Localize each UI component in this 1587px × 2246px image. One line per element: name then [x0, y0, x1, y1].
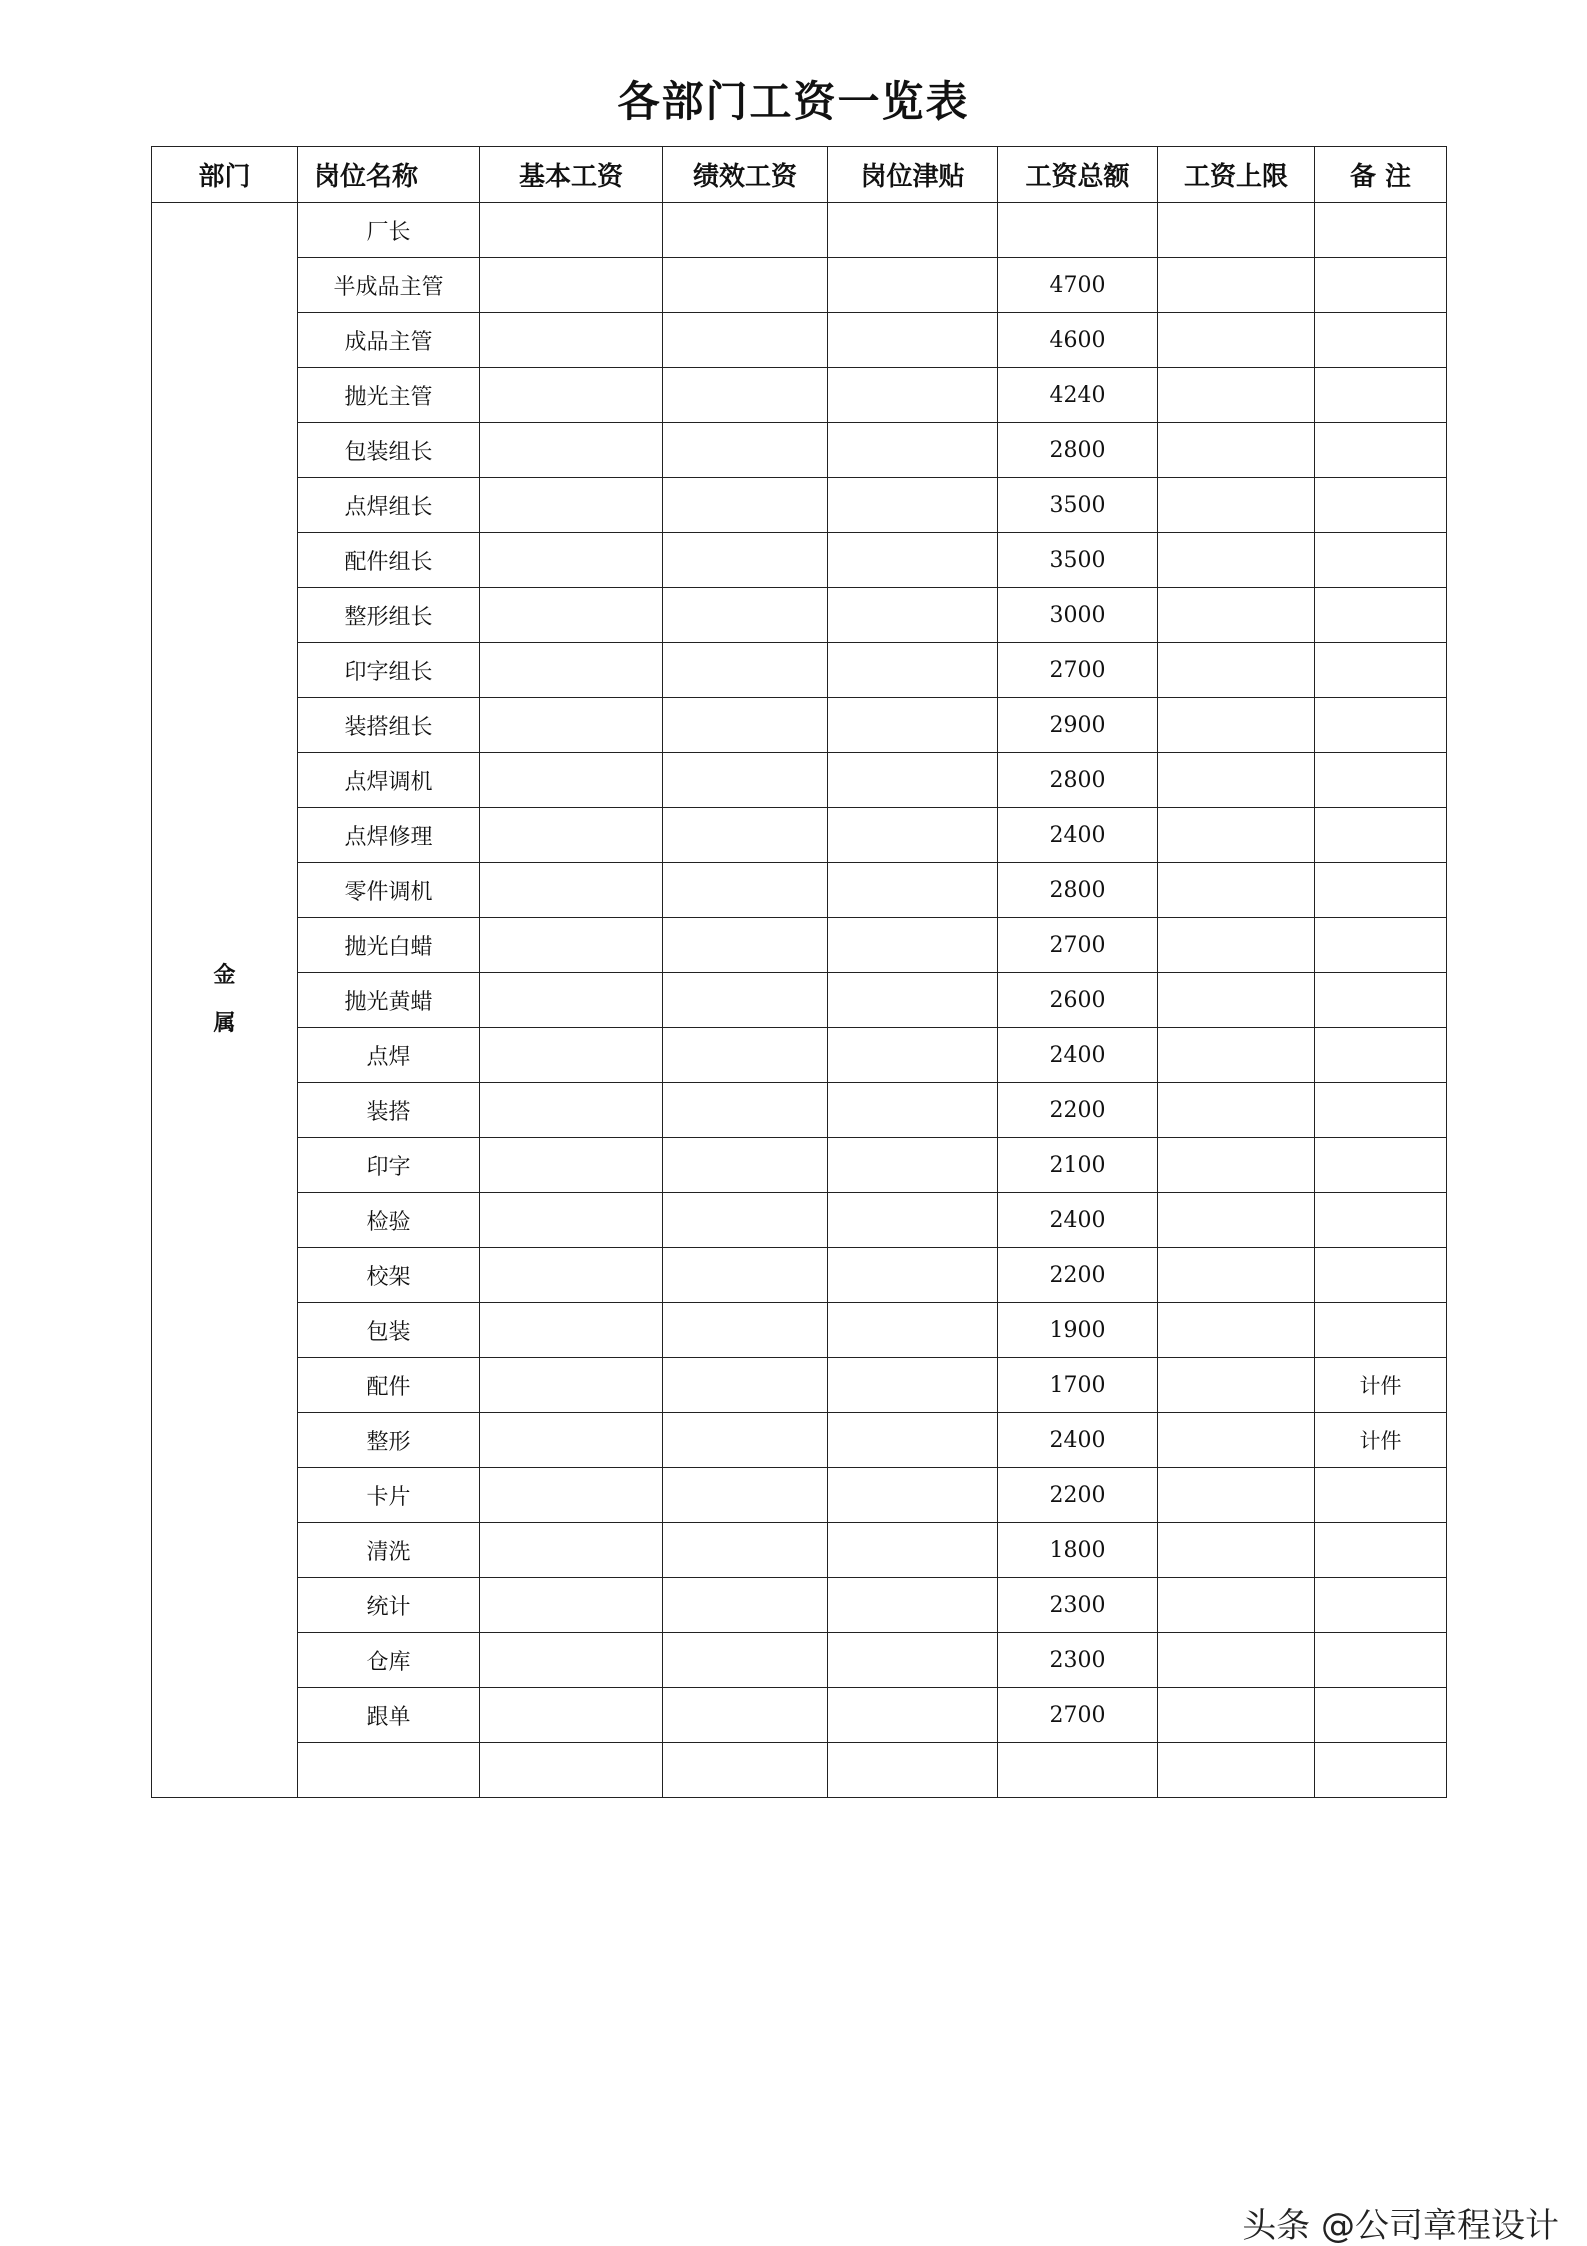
- remarks-cell: [1315, 1083, 1447, 1138]
- position-allowance-cell: [828, 313, 998, 368]
- table-row: [152, 1193, 1447, 1248]
- salary-cap-cell: [1158, 313, 1315, 368]
- total-salary-cell: 4240: [998, 368, 1158, 423]
- remarks-cell: [1315, 1688, 1447, 1743]
- table-row: [152, 478, 1447, 533]
- header-department: 部门: [152, 147, 298, 203]
- performance-pay-cell: [663, 1248, 828, 1303]
- salary-cap-cell: [1158, 1193, 1315, 1248]
- remarks-cell: [1315, 753, 1447, 808]
- position-allowance-cell: [828, 1468, 998, 1523]
- position-allowance-cell: [828, 368, 998, 423]
- position-name-cell: 成品主管: [298, 313, 480, 368]
- salary-cap-cell: [1158, 533, 1315, 588]
- position-name-cell: 包装组长: [298, 423, 480, 478]
- remarks-cell: [1315, 588, 1447, 643]
- performance-pay-cell: [663, 1578, 828, 1633]
- position-name-cell: 清洗: [298, 1523, 480, 1578]
- salary-cap-cell: [1158, 423, 1315, 478]
- position-allowance-cell: [828, 1578, 998, 1633]
- salary-cap-cell: [1158, 203, 1315, 258]
- salary-cap-cell: [1158, 1358, 1315, 1413]
- base-salary-cell: [480, 808, 663, 863]
- table-row: [152, 698, 1447, 753]
- total-salary-cell: 3500: [998, 533, 1158, 588]
- position-name-cell: 点焊组长: [298, 478, 480, 533]
- performance-pay-cell: [663, 1138, 828, 1193]
- total-salary-cell: 2100: [998, 1138, 1158, 1193]
- remarks-cell: [1315, 203, 1447, 258]
- performance-pay-cell: [663, 1468, 828, 1523]
- base-salary-cell: [480, 533, 663, 588]
- total-salary-cell: [998, 1743, 1158, 1798]
- position-name-cell: 卡片: [298, 1468, 480, 1523]
- performance-pay-cell: [663, 478, 828, 533]
- salary-cap-cell: [1158, 1083, 1315, 1138]
- performance-pay-cell: [663, 918, 828, 973]
- base-salary-cell: [480, 1138, 663, 1193]
- table-row: [152, 863, 1447, 918]
- remarks-cell: [1315, 698, 1447, 753]
- table-row: [152, 258, 1447, 313]
- position-allowance-cell: [828, 1413, 998, 1468]
- base-salary-cell: [480, 423, 663, 478]
- table-row: [152, 1303, 1447, 1358]
- table-row: [152, 368, 1447, 423]
- table-row: [152, 1468, 1447, 1523]
- department-name-line: 属: [213, 1011, 236, 1036]
- position-allowance-cell: [828, 753, 998, 808]
- base-salary-cell: [480, 1688, 663, 1743]
- base-salary-cell: [480, 258, 663, 313]
- salary-cap-cell: [1158, 643, 1315, 698]
- salary-cap-cell: [1158, 1743, 1315, 1798]
- table-header-row: [152, 147, 1447, 203]
- position-name-cell: 跟单: [298, 1688, 480, 1743]
- salary-cap-cell: [1158, 1028, 1315, 1083]
- position-allowance-cell: [828, 1138, 998, 1193]
- position-allowance-cell: [828, 258, 998, 313]
- position-allowance-cell: [828, 1248, 998, 1303]
- performance-pay-cell: [663, 533, 828, 588]
- total-salary-cell: 2700: [998, 918, 1158, 973]
- table-row: [152, 1083, 1447, 1138]
- total-salary-cell: 1900: [998, 1303, 1158, 1358]
- position-allowance-cell: [828, 1523, 998, 1578]
- total-salary-cell: 4600: [998, 313, 1158, 368]
- salary-cap-cell: [1158, 1523, 1315, 1578]
- remarks-cell: [1315, 478, 1447, 533]
- salary-cap-cell: [1158, 863, 1315, 918]
- performance-pay-cell: [663, 643, 828, 698]
- base-salary-cell: [480, 1303, 663, 1358]
- position-name-cell: 配件: [298, 1358, 480, 1413]
- salary-cap-cell: [1158, 698, 1315, 753]
- table-row: [152, 1523, 1447, 1578]
- table-row: [152, 1688, 1447, 1743]
- position-name-cell: 包装: [298, 1303, 480, 1358]
- base-salary-cell: [480, 1358, 663, 1413]
- salary-cap-cell: [1158, 973, 1315, 1028]
- total-salary-cell: 2700: [998, 643, 1158, 698]
- performance-pay-cell: [663, 258, 828, 313]
- header-salary-cap: 工资上限: [1158, 147, 1315, 203]
- base-salary-cell: [480, 313, 663, 368]
- performance-pay-cell: [663, 973, 828, 1028]
- performance-pay-cell: [663, 1688, 828, 1743]
- position-allowance-cell: [828, 203, 998, 258]
- remarks-cell: [1315, 1248, 1447, 1303]
- position-name-cell: 厂长: [298, 203, 480, 258]
- remarks-cell: [1315, 1028, 1447, 1083]
- salary-cap-cell: [1158, 753, 1315, 808]
- remarks-cell: [1315, 1468, 1447, 1523]
- position-allowance-cell: [828, 1083, 998, 1138]
- department-name-line: 金: [213, 963, 236, 988]
- total-salary-cell: 2700: [998, 1688, 1158, 1743]
- total-salary-cell: [998, 203, 1158, 258]
- base-salary-cell: [480, 1413, 663, 1468]
- total-salary-cell: 2800: [998, 423, 1158, 478]
- position-name-cell: 印字组长: [298, 643, 480, 698]
- base-salary-cell: [480, 1633, 663, 1688]
- remarks-cell: [1315, 1193, 1447, 1248]
- total-salary-cell: 2900: [998, 698, 1158, 753]
- base-salary-cell: [480, 478, 663, 533]
- table-body: [152, 203, 1447, 1798]
- salary-cap-cell: [1158, 1633, 1315, 1688]
- header-position-allowance: 岗位津贴: [828, 147, 998, 203]
- base-salary-cell: [480, 588, 663, 643]
- position-allowance-cell: [828, 918, 998, 973]
- position-name-cell: 点焊: [298, 1028, 480, 1083]
- position-name-cell: 整形: [298, 1413, 480, 1468]
- table-row: [152, 1358, 1447, 1413]
- position-allowance-cell: [828, 1193, 998, 1248]
- position-allowance-cell: [828, 1028, 998, 1083]
- total-salary-cell: 2400: [998, 1413, 1158, 1468]
- performance-pay-cell: [663, 698, 828, 753]
- remarks-cell: [1315, 258, 1447, 313]
- total-salary-cell: 2200: [998, 1468, 1158, 1523]
- performance-pay-cell: [663, 1413, 828, 1468]
- department-cell: [152, 203, 298, 1798]
- total-salary-cell: 2400: [998, 1028, 1158, 1083]
- position-name-cell: [298, 1743, 480, 1798]
- base-salary-cell: [480, 973, 663, 1028]
- position-name-cell: 零件调机: [298, 863, 480, 918]
- performance-pay-cell: [663, 1523, 828, 1578]
- remarks-cell: 计件: [1315, 1413, 1447, 1468]
- salary-cap-cell: [1158, 1413, 1315, 1468]
- remarks-cell: [1315, 973, 1447, 1028]
- total-salary-cell: 2300: [998, 1578, 1158, 1633]
- position-allowance-cell: [828, 1358, 998, 1413]
- base-salary-cell: [480, 368, 663, 423]
- table-row: [152, 1413, 1447, 1468]
- position-name-cell: 配件组长: [298, 533, 480, 588]
- base-salary-cell: [480, 863, 663, 918]
- performance-pay-cell: [663, 1028, 828, 1083]
- header-performance-pay: 绩效工资: [663, 147, 828, 203]
- salary-cap-cell: [1158, 1688, 1315, 1743]
- salary-cap-cell: [1158, 1138, 1315, 1193]
- performance-pay-cell: [663, 1083, 828, 1138]
- base-salary-cell: [480, 1578, 663, 1633]
- remarks-cell: [1315, 423, 1447, 478]
- remarks-cell: [1315, 1743, 1447, 1798]
- performance-pay-cell: [663, 1743, 828, 1798]
- base-salary-cell: [480, 698, 663, 753]
- position-name-cell: 校架: [298, 1248, 480, 1303]
- table-row: [152, 1578, 1447, 1633]
- performance-pay-cell: [663, 753, 828, 808]
- table-row: [152, 808, 1447, 863]
- header-base-salary: 基本工资: [480, 147, 663, 203]
- position-allowance-cell: [828, 1688, 998, 1743]
- position-allowance-cell: [828, 478, 998, 533]
- remarks-cell: [1315, 1303, 1447, 1358]
- total-salary-cell: 2300: [998, 1633, 1158, 1688]
- base-salary-cell: [480, 1468, 663, 1523]
- total-salary-cell: 2400: [998, 808, 1158, 863]
- position-allowance-cell: [828, 423, 998, 478]
- position-name-cell: 点焊调机: [298, 753, 480, 808]
- remarks-cell: [1315, 808, 1447, 863]
- salary-cap-cell: [1158, 808, 1315, 863]
- position-name-cell: 抛光主管: [298, 368, 480, 423]
- remarks-cell: [1315, 368, 1447, 423]
- salary-cap-cell: [1158, 258, 1315, 313]
- base-salary-cell: [480, 1193, 663, 1248]
- table-row: [152, 753, 1447, 808]
- position-allowance-cell: [828, 698, 998, 753]
- salary-cap-cell: [1158, 368, 1315, 423]
- table-row: [152, 973, 1447, 1028]
- remarks-cell: [1315, 918, 1447, 973]
- position-allowance-cell: [828, 1303, 998, 1358]
- header-total-salary: 工资总额: [998, 147, 1158, 203]
- base-salary-cell: [480, 1083, 663, 1138]
- position-name-cell: 印字: [298, 1138, 480, 1193]
- base-salary-cell: [480, 203, 663, 258]
- salary-cap-cell: [1158, 1468, 1315, 1523]
- salary-cap-cell: [1158, 918, 1315, 973]
- performance-pay-cell: [663, 1193, 828, 1248]
- performance-pay-cell: [663, 1633, 828, 1688]
- total-salary-cell: 2200: [998, 1083, 1158, 1138]
- total-salary-cell: 1800: [998, 1523, 1158, 1578]
- remarks-cell: [1315, 1578, 1447, 1633]
- performance-pay-cell: [663, 808, 828, 863]
- total-salary-cell: 2800: [998, 863, 1158, 918]
- salary-cap-cell: [1158, 478, 1315, 533]
- header-remarks: 备 注: [1315, 147, 1447, 203]
- position-allowance-cell: [828, 1633, 998, 1688]
- table-row: [152, 918, 1447, 973]
- total-salary-cell: 2600: [998, 973, 1158, 1028]
- performance-pay-cell: [663, 1358, 828, 1413]
- remarks-cell: 计件: [1315, 1358, 1447, 1413]
- table-row: [152, 1138, 1447, 1193]
- position-name-cell: 装搭组长: [298, 698, 480, 753]
- table-row: [152, 313, 1447, 368]
- total-salary-cell: 1700: [998, 1358, 1158, 1413]
- position-allowance-cell: [828, 533, 998, 588]
- remarks-cell: [1315, 643, 1447, 698]
- performance-pay-cell: [663, 1303, 828, 1358]
- salary-cap-cell: [1158, 1303, 1315, 1358]
- base-salary-cell: [480, 643, 663, 698]
- page-title: 各部门工资一览表: [617, 77, 970, 126]
- table-row: [152, 423, 1447, 478]
- performance-pay-cell: [663, 588, 828, 643]
- position-name-cell: 整形组长: [298, 588, 480, 643]
- total-salary-cell: 2400: [998, 1193, 1158, 1248]
- base-salary-cell: [480, 1743, 663, 1798]
- table-row: [152, 1028, 1447, 1083]
- position-allowance-cell: [828, 643, 998, 698]
- remarks-cell: [1315, 1633, 1447, 1688]
- table-row: [152, 643, 1447, 698]
- position-name-cell: 检验: [298, 1193, 480, 1248]
- table-row: [152, 533, 1447, 588]
- remarks-cell: [1315, 533, 1447, 588]
- base-salary-cell: [480, 753, 663, 808]
- remarks-cell: [1315, 1138, 1447, 1193]
- base-salary-cell: [480, 1248, 663, 1303]
- position-allowance-cell: [828, 808, 998, 863]
- position-name-cell: 点焊修理: [298, 808, 480, 863]
- performance-pay-cell: [663, 203, 828, 258]
- total-salary-cell: 2200: [998, 1248, 1158, 1303]
- salary-cap-cell: [1158, 588, 1315, 643]
- position-name-cell: 仓库: [298, 1633, 480, 1688]
- watermark: 头条 @公司章程设计: [1242, 2206, 1559, 2246]
- position-allowance-cell: [828, 973, 998, 1028]
- position-name-cell: 半成品主管: [298, 258, 480, 313]
- total-salary-cell: 4700: [998, 258, 1158, 313]
- salary-cap-cell: [1158, 1248, 1315, 1303]
- table-row: [152, 203, 1447, 258]
- table-row: [152, 1248, 1447, 1303]
- base-salary-cell: [480, 918, 663, 973]
- position-name-cell: 抛光黄蜡: [298, 973, 480, 1028]
- base-salary-cell: [480, 1523, 663, 1578]
- salary-cap-cell: [1158, 1578, 1315, 1633]
- performance-pay-cell: [663, 313, 828, 368]
- position-name-cell: 装搭: [298, 1083, 480, 1138]
- total-salary-cell: 3000: [998, 588, 1158, 643]
- position-allowance-cell: [828, 588, 998, 643]
- table-row: [152, 1633, 1447, 1688]
- base-salary-cell: [480, 1028, 663, 1083]
- position-name-cell: 统计: [298, 1578, 480, 1633]
- total-salary-cell: 2800: [998, 753, 1158, 808]
- performance-pay-cell: [663, 863, 828, 918]
- table-row: [152, 588, 1447, 643]
- total-salary-cell: 3500: [998, 478, 1158, 533]
- table-row: [152, 1743, 1447, 1798]
- performance-pay-cell: [663, 423, 828, 478]
- remarks-cell: [1315, 313, 1447, 368]
- salary-table: [151, 146, 1447, 1798]
- header-position-name: 岗位名称: [298, 147, 480, 203]
- position-allowance-cell: [828, 863, 998, 918]
- performance-pay-cell: [663, 368, 828, 423]
- remarks-cell: [1315, 863, 1447, 918]
- position-name-cell: 抛光白蜡: [298, 918, 480, 973]
- position-allowance-cell: [828, 1743, 998, 1798]
- remarks-cell: [1315, 1523, 1447, 1578]
